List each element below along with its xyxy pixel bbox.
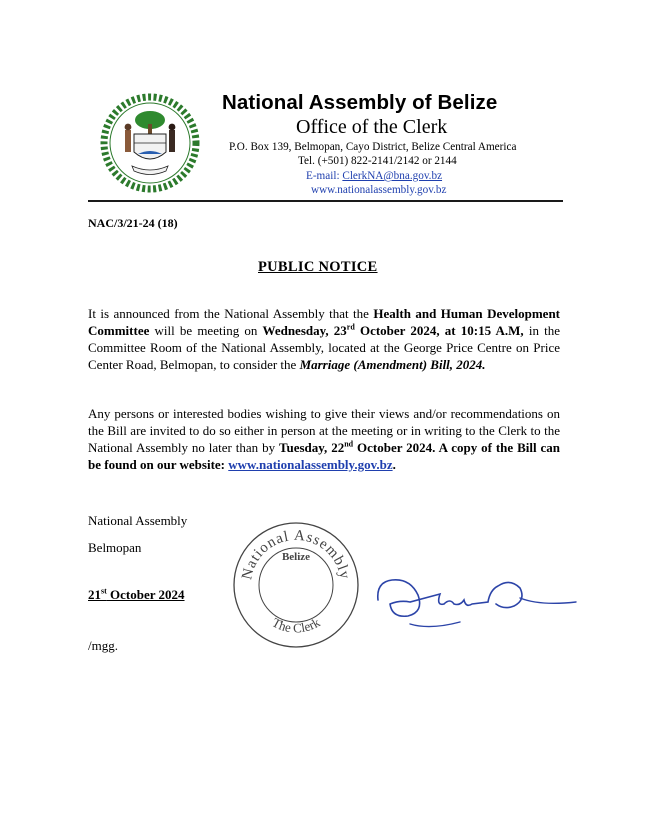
submissions-paragraph [88, 405, 560, 473]
stamp-center-text: Belize [281, 551, 311, 563]
website-link[interactable]: www.nationalassembly.gov.bz [228, 457, 393, 472]
p1-text-2: will be meeting on [149, 323, 263, 338]
signoff-city: Belmopan [88, 540, 142, 555]
meeting-date: Wednesday, 23rd October 2024, at 10:15 A.M, [262, 322, 524, 338]
telephone: Tel. (+501) 822-2141/2142 or 2144 [298, 155, 457, 167]
p1-text-3: in the Committee Room of the National Assembly, located at the George Price Centre on Price Center Road, Belmopan, to consider the [88, 323, 560, 372]
notice-title: PUBLIC NOTICE [258, 259, 378, 275]
p1-text-1: It is announced from the National Assembly that the [88, 306, 374, 321]
office-title: Office of the Clerk [296, 116, 448, 138]
clerk-signature [370, 560, 580, 635]
reference-number: NAC/3/21-24 (18) [88, 216, 178, 230]
header-website-link[interactable]: www.nationalassembly.gov.bz [311, 184, 447, 196]
stamp-bottom-text: The Clerk [269, 614, 323, 636]
svg-text:The Clerk [270, 614, 323, 635]
committee-name: Health and Human Development Committee [88, 306, 561, 338]
header-divider [88, 200, 563, 202]
announcement-paragraph [88, 305, 560, 373]
email-label: E-mail: [306, 170, 343, 182]
email-link[interactable]: ClerkNA@bna.gov.bz [342, 170, 443, 182]
deadline-text: Tuesday, 22nd October 2024. A copy of the Bill can be found on our website: www.nationalassembly.gov.bz. [88, 439, 560, 472]
official-stamp [231, 520, 361, 650]
notice-date: 21st October 2024 [88, 586, 185, 602]
email-line [306, 170, 442, 182]
assembly-title: National Assembly of Belize [222, 91, 498, 114]
postal-address: P.O. Box 139, Belmopan, Cayo District, Belize Central America [229, 141, 517, 153]
p2-text-1: Any persons or interested bodies wishing to give their views and/or recommendations on the Bill are invited to do so either in person at the meeting or in writing to the Clerk to the National Assembly no later than by [88, 406, 560, 455]
typist-initials: /mgg. [88, 638, 118, 653]
belize-coat-of-arms-icon [94, 90, 206, 196]
stamp-top-text: National Assembly [239, 527, 353, 582]
bill-name: Marriage (Amendment) Bill, 2024. [299, 357, 486, 372]
signoff-org: National Assembly [88, 513, 188, 528]
